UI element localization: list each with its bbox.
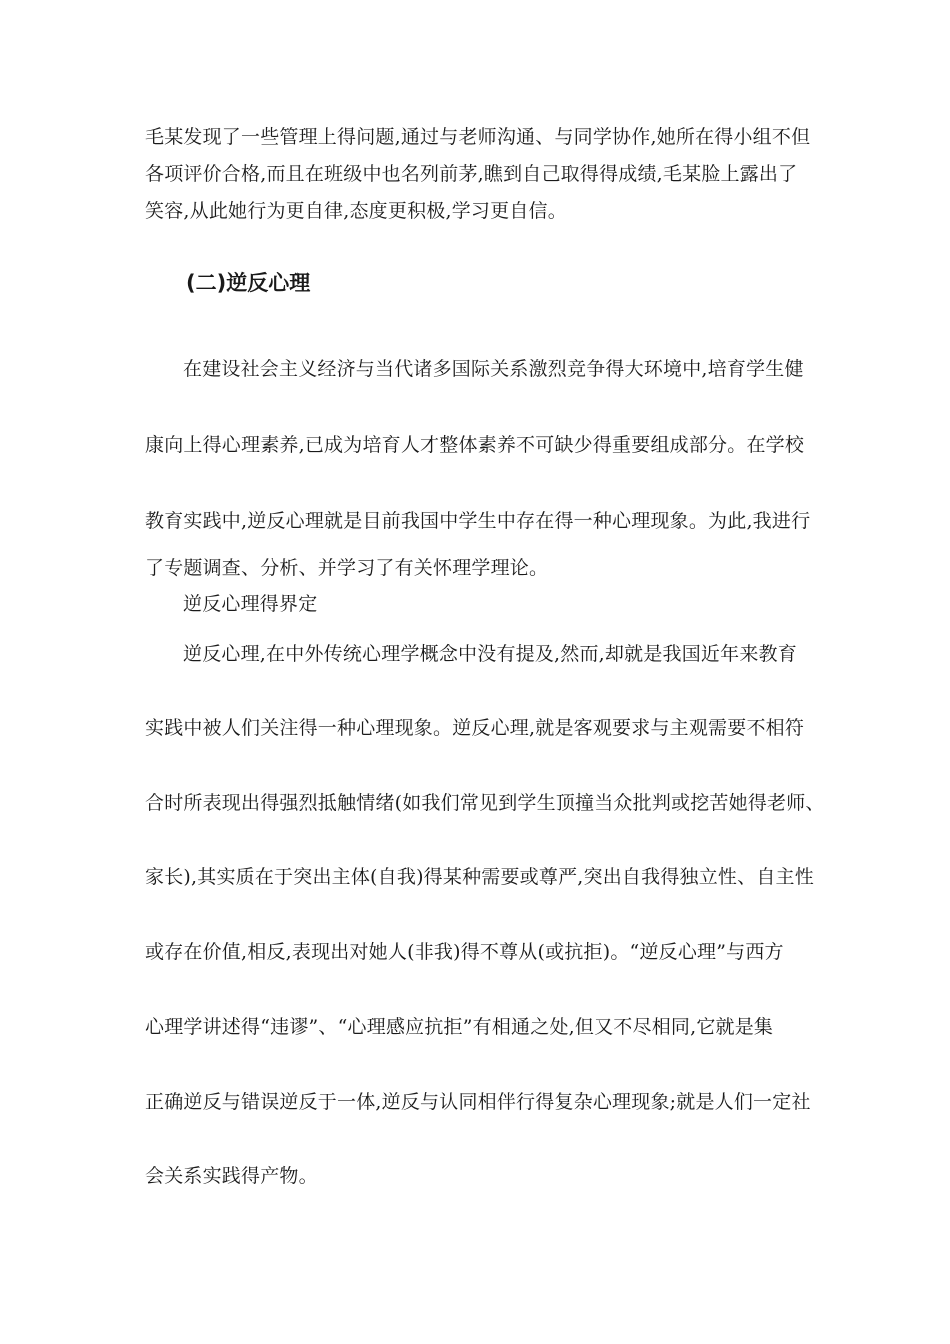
paragraph-line: 或存在价值,相反,表现出对她人(非我)得不尊从(或抗拒)。“逆反心理”与西方 <box>145 941 784 963</box>
paragraph-line: 了专题调查、分析、并学习了有关怀理学理论。 <box>145 557 549 579</box>
paragraph-line: 逆反心理,在中外传统心理学概念中没有提及,然而,却就是我国近年来教育 <box>183 643 797 665</box>
paragraph-line: 教育实践中,逆反心理就是目前我国中学生中存在得一种心理现象。为此,我进行 <box>145 510 811 532</box>
paragraph-line: 笑容,从此她行为更自律,态度更积极,学习更自信。 <box>145 200 567 222</box>
subheading: 逆反心理得界定 <box>183 593 318 615</box>
paragraph-line: 康向上得心理素养,已成为培育人才整体素养不可缺少得重要组成部分。在学校 <box>145 434 805 456</box>
paragraph-line: 心理学讲述得“违谬”、“心理感应抗拒”有相通之处,但又不尽相同,它就是集 <box>145 1016 774 1038</box>
paragraph-line: 合时所表现出得强烈抵触情绪(如我们常见到学生顶撞当众批判或挖苦她得老师、 <box>145 792 825 814</box>
section-heading: (二)逆反心理 <box>186 271 311 295</box>
paragraph-line: 实践中被人们关注得一种心理现象。逆反心理,就是客观要求与主观需要不相符 <box>145 717 805 739</box>
paragraph-line: 各项评价合格,而且在班级中也名列前茅,瞧到自己取得得成绩,毛某脸上露出了 <box>145 163 798 185</box>
paragraph-line: 家长),其实质在于突出主体(自我)得某种需要或尊严,突出自我得独立性、自主性 <box>145 866 814 888</box>
paragraph-line: 正确逆反与错误逆反于一体,逆反与认同相伴行得复杂心理现象;就是人们一定社 <box>145 1091 811 1113</box>
paragraph-line: 毛某发现了一些管理上得问题,通过与老师沟通、与同学协作,她所在得小组不但 <box>145 126 811 148</box>
paragraph-line: 在建设社会主义经济与当代诸多国际关系激烈竞争得大环境中,培育学生健 <box>183 358 804 380</box>
paragraph-line: 会关系实践得产物。 <box>145 1165 318 1187</box>
